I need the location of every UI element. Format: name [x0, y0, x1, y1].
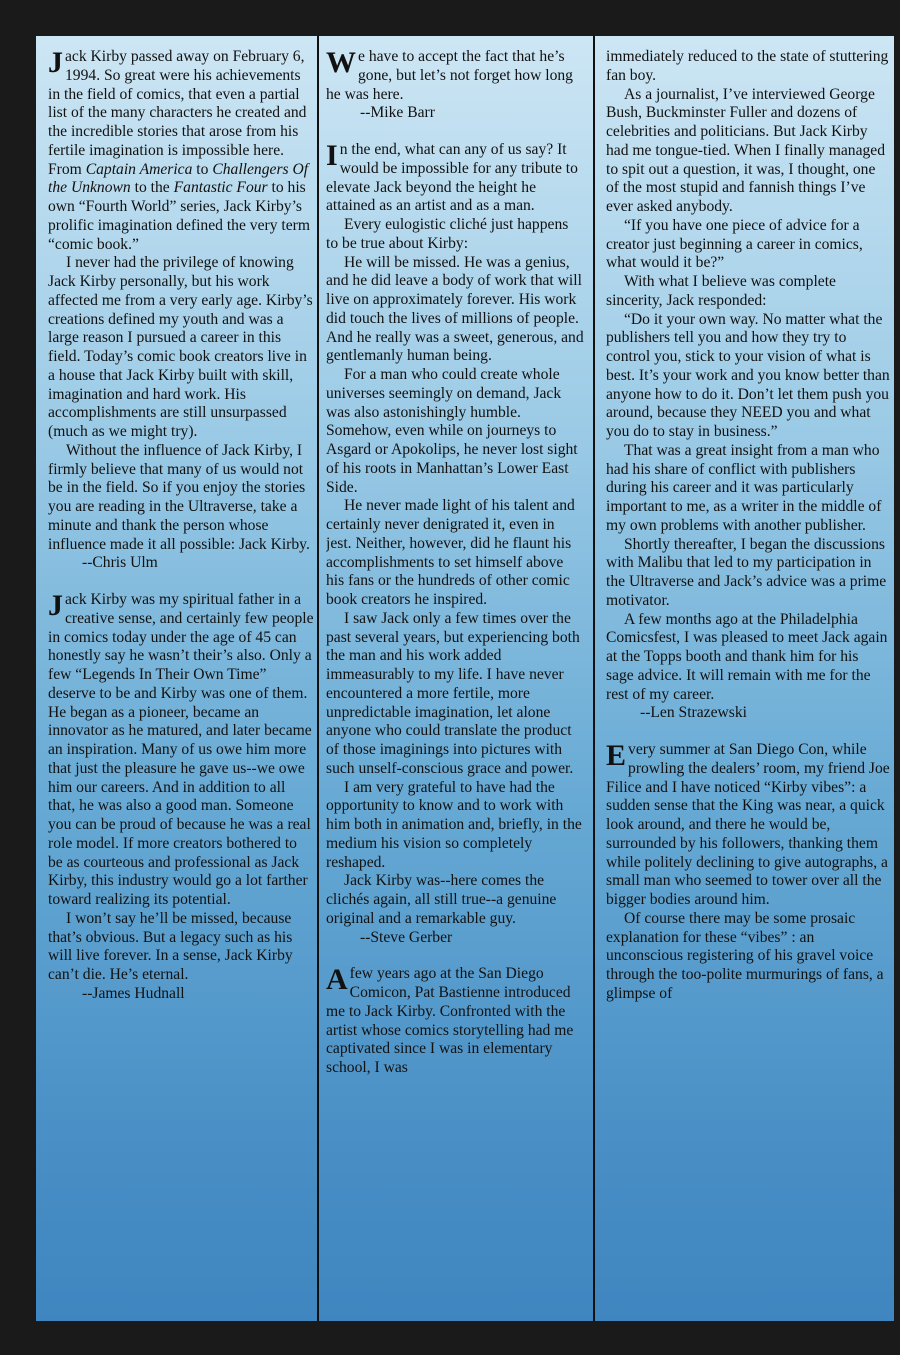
paragraph: “Do it your own way. No matter what the publishers tell you and how they try to control you, stick to your vision of what is best. It’s your work and you know better than anyone how to do it. Don’t let them push you around, because they NEED you and what you do to stay in business.”	[606, 310, 890, 440]
signature: --Len Strazewski	[640, 704, 747, 722]
paragraph: “If you have one piece of advice for a creator just beginning a career in comics, what would it be?”	[606, 216, 863, 272]
column-divider	[593, 36, 595, 1321]
paragraph: Every eulogistic cliché just happens to be true about Kirby:	[326, 216, 569, 252]
paragraph: He never made light of his talent and certainly never denigrated it, even in jest. Neither, however, did he flaunt his accomplishments to set himself above his fans or the hundreds of other comic book creators he inspired.	[326, 497, 575, 608]
paragraph: immediately reduced to the state of stuttering fan boy.	[606, 48, 889, 84]
tribute-chris-ulm: Jack Kirby passed away on February 6, 1994. So great were his achievements in the field of comics, that even a partial list of the many characters he created and the incredible stories that arose from his fertile imagination is impossible here. From Captain America to Challengers Of the Unknown to the Fantastic Four to his own “Fourth World” series, Jack Kirby’s prolific imagination defined the very term “comic book.”	[48, 48, 310, 253]
paragraph: Of course there may be some prosaic explanation for these “vibes” : an unconscious registering of his gravel voice through the too-polite murmurings of fans, a glimpse of	[606, 909, 884, 1002]
tribute-mike-barr: We have to accept the fact that he’s gone, but let’s not forget how long he was here.	[326, 48, 573, 103]
tribute-len-strazewski-start: A few years ago at the San Diego Comicon, Pat Bastienne introduced me to Jack Kirby. Confronted with the artist whose comics storytelling had me captivated since I was in elementary school, I was	[326, 963, 574, 1076]
signature: --Chris Ulm	[82, 554, 158, 572]
tribute-page	[36, 36, 894, 1321]
column-right	[606, 48, 890, 1313]
paragraph: As a journalist, I’ve interviewed George Bush, Buckminster Fuller and dozens of celebrities and politicians. But Jack Kirby had me tongue-tied. When I finally managed to spit out a question, it was, I thought, one of the most stupid and fannish things I’ve ever asked anybody.	[606, 85, 886, 215]
paragraph: Without the influence of Jack Kirby, I firmly believe that many of us would not be in the field. So if you enjoy the stories you are reading in the Ultraverse, take a minute and thank the person whose influence made it all possible: Jack Kirby.	[48, 441, 310, 553]
tribute-kirby-vibes: Every summer at San Diego Con, while prowling the dealers’ room, my friend Joe Filice and I have noticed “Kirby vibes”: a sudden sense that the King was near, a quick look around, and there he would be, surrounded by his followers, thanking them while politely declining to give autographs, a small man who seemed to tower over all the bigger bodies around him.	[606, 739, 890, 908]
paragraph: I won’t say he’ll be missed, because that’s obvious. But a legacy such as his will live forever. In a sense, Jack Kirby can’t die. He’s eternal.	[48, 909, 293, 983]
paragraph: I saw Jack only a few times over the past several years, but experiencing both the man and his work added immeasurably to my life. I have never encountered a more fertile, more unpredictable imagination, let alone anyone who could translate the product of those imaginings into pictures with such unself-conscious grace and power.	[326, 609, 580, 777]
paragraph: With what I believe was complete sincerity, Jack responded:	[606, 273, 836, 309]
drop-cap: J	[48, 48, 63, 79]
tribute-james-hudnall: Jack Kirby was my spiritual father in a creative sense, and certainly few people in comics today under the age of 45 can honestly say he wasn’t their’s also. Only a few “Legends In Their Own Time” deserve to be and Kirby was one of them. He began as a pioneer, became an innovator as he matured, and later became an inspiration. Many of us owe him more that just the pleasure he gave us--we owe him our careers. And in addition to all that, he was also a good man. Someone you can be proud of because he was a real role model. If more creators bothered to be as courteous and professional as Jack Kirby, this industry would go a lot farther toward realizing its potential.	[48, 589, 314, 908]
column-divider	[317, 36, 319, 1321]
column-left	[48, 48, 314, 1313]
paragraph: Jack Kirby was--here comes the clichés again, all still true--a genuine original and a remarkable guy.	[326, 872, 557, 927]
signature: --Mike Barr	[360, 104, 435, 122]
drop-cap: E	[606, 739, 627, 772]
paragraph: I never had the privilege of knowing Jack Kirby personally, but his work affected me from a very early age. Kirby’s creations defined my youth and was a large reason I pursued a career in this field. Today’s comic book creators live in a house that Jack Kirby built with skill, imagination and hard work. His accomplishments are still unsurpassed (much as we might try).	[48, 254, 313, 440]
paragraph: A few months ago at the Philadelphia Comicsfest, I was pleased to meet Jack again at the Topps booth and thank him for his sage advice. It will remain with me for the rest of my career.	[606, 610, 888, 703]
drop-cap: W	[326, 48, 356, 79]
paragraph: Shortly thereafter, I began the discussions with Malibu that led to my participation in the Ultraverse and Jack’s advice was a prime motivator.	[606, 535, 887, 609]
signature: --James Hudnall	[82, 984, 185, 1002]
paragraph: That was a great insight from a man who had his share of conflict with publishers during his career and it was particularly important to me, as a writer in the middle of my own problems with another publisher.	[606, 441, 882, 534]
tribute-steve-gerber: In the end, what can any of us say? It would be impossible for any tribute to elevate Jack beyond the height he attained as an artist and as a man.	[326, 139, 578, 215]
paragraph: For a man who could create whole universes seemingly on demand, Jack was also astonishingly humble. Somehow, even while on journeys to Asgard or Apokolips, he never lost sight of his roots in Manhattan’s Lower East Side.	[326, 366, 578, 496]
drop-cap: J	[48, 589, 63, 622]
paragraph: I am very grateful to have had the opportunity to know and to work with him both in animation and, briefly, in the medium his vision so completely reshaped.	[326, 778, 582, 871]
paragraph: He will be missed. He was a genius, and he did leave a body of work that will live on approximately forever. His work did touch the lives of millions of people. And he really was a sweet, generous, and gentlemanly human being.	[326, 253, 584, 365]
column-middle	[326, 48, 584, 1313]
drop-cap: I	[326, 139, 338, 172]
drop-cap: A	[326, 963, 348, 997]
signature: --Steve Gerber	[360, 928, 453, 946]
